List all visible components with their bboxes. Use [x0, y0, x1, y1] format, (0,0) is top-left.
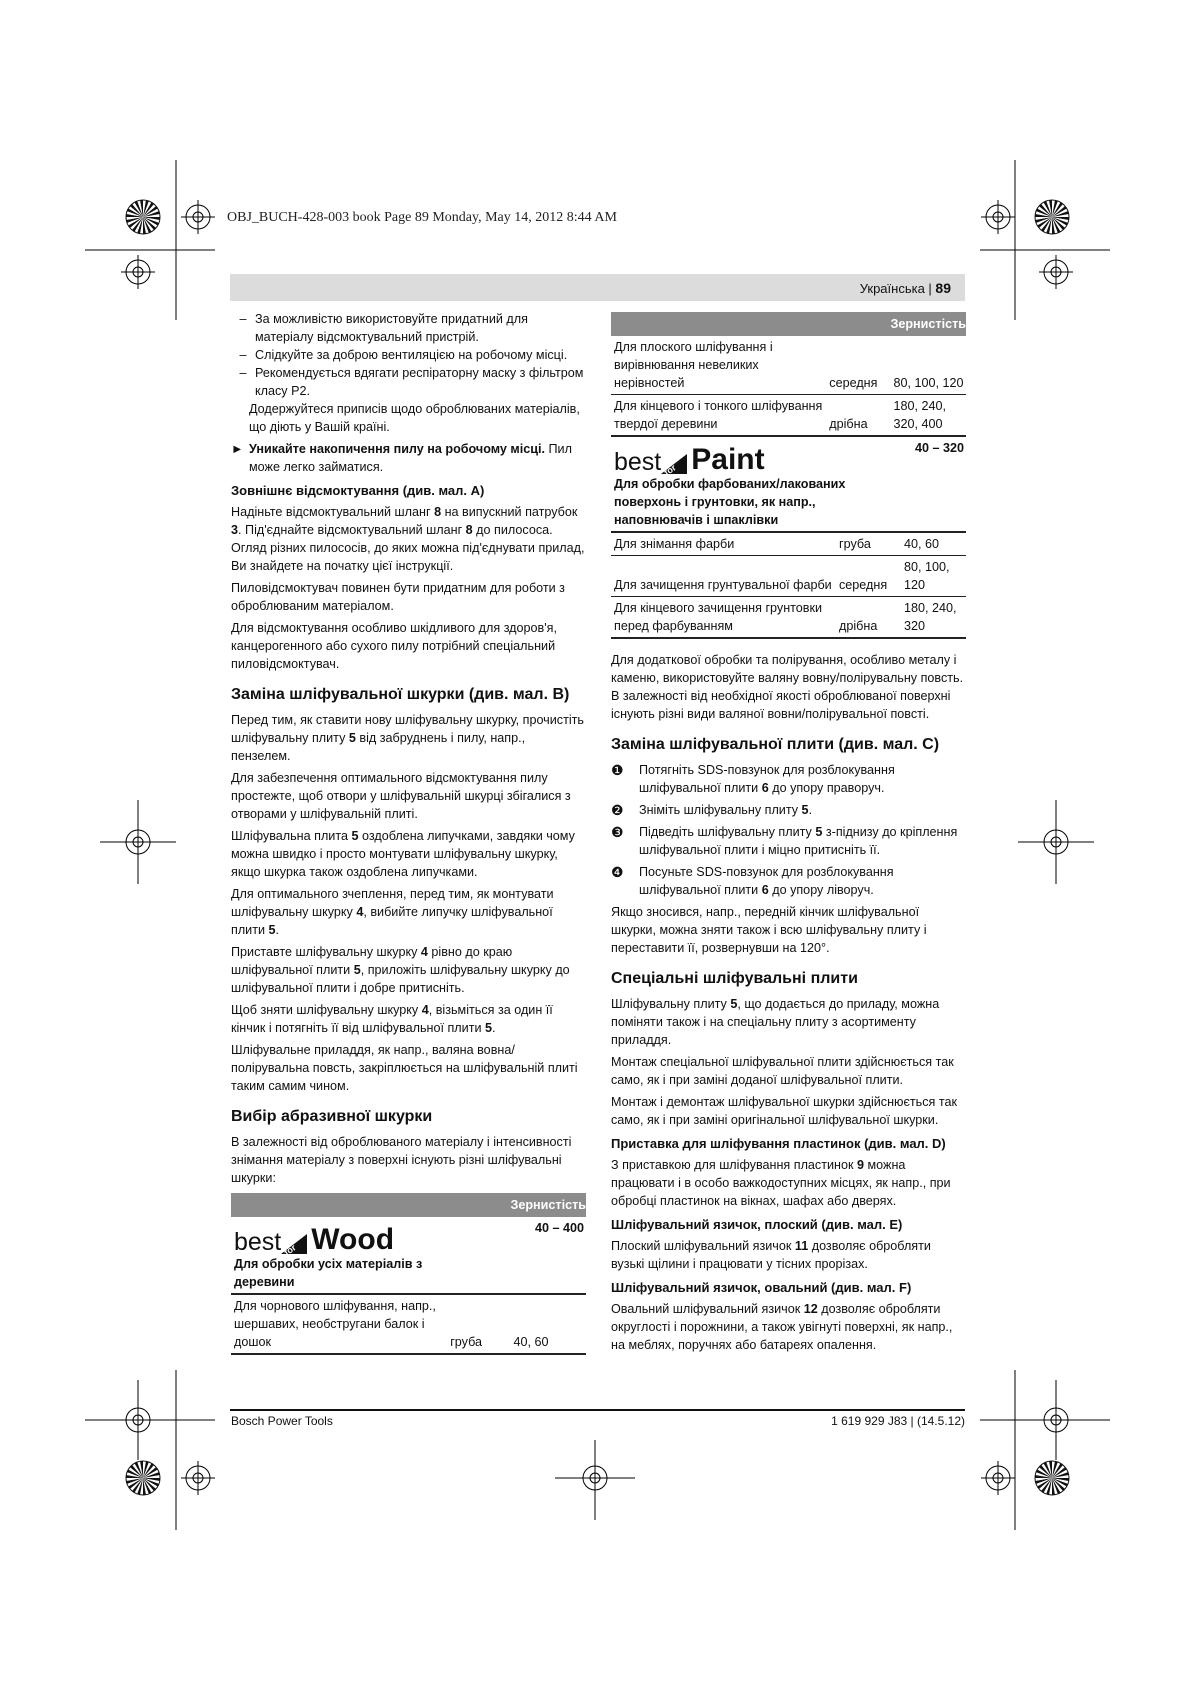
registration-mark-left-upper — [121, 255, 155, 289]
grit-range: 40 – 400 — [510, 1217, 586, 1294]
paragraph: Для оптимального зчеплення, перед тим, як монтувати шліфувальну шкурку 4, вибийте липучку шліфувальної плити 5. — [231, 887, 554, 937]
list-item: ❶ Потягніть SDS-повзунок для розблокування шліфувальної плити 6 до упору праворуч. — [611, 762, 895, 795]
right-column — [611, 312, 966, 1358]
registration-mark-left-lower — [121, 1380, 155, 1460]
paragraph: Для відсмоктування особливо шкідливого для здоров'я, канцерогенного або сухого пилу потрібний спеціальний пиловідсмоктувач. — [231, 621, 557, 671]
list-text: За можливістю використовуйте придатний для — [255, 312, 528, 326]
paragraph: Монтаж спеціальної шліфувальної плити здійснюється так само, як і при заміні доданої шліфувальної плити. — [611, 1055, 954, 1087]
paragraph: Овальний шліфувальний язичок 12 дозволяє обробляти округлості і порожнини, а також увігнуті поверхні, як напр., на меблях, поручнях або батареях опалення. — [611, 1302, 953, 1352]
list-item: ❷ Зніміть шліфувальну плиту 5. — [611, 802, 813, 818]
brand-description: Для обробки фарбованих/лакованих поверхонь і грунтовки, як напр., наповнювачів і шпаклівки — [614, 477, 846, 527]
best-for-wood-logo: best for Wood — [234, 1223, 395, 1258]
table-row: Для кінцевого і тонкого шліфування твердої деревини дрібна 180, 240, 320, 400 — [611, 395, 966, 437]
warning-text: Пил може легко займатися. — [249, 442, 572, 474]
section-heading: Заміна шліфувальної шкурки (див. мал. В) — [231, 686, 570, 703]
list-text: Слідкуйте за доброю вентиляцією на робочому місці. — [255, 348, 568, 362]
paragraph: Шліфувальна плита 5 оздоблена липучками, завдяки чому можна швидко і просто монтувати шліфувальну шкурку, якщо шкурка також оздоблена липучками. — [231, 829, 575, 879]
table-row: Для чорнового шліфування, напр., шершавих, необстругани балок і дошок груба 40, 60 — [231, 1294, 586, 1354]
grit-table-wood — [231, 1193, 586, 1355]
list-item: ❸ Підведіть шліфувальну плиту 5 з-піднизу до кріплення шліфувальної плити і міцно притисніть її. — [611, 824, 958, 857]
paragraph: Приставте шліфувальну шкурку 4 рівно до краю шліфувальної плити 5, приложіть шліфувальну шкурку до шліфувальної плити і добре притисніть. — [231, 945, 570, 995]
table-row: Для плоского шліфування і вирівнювання невеликих нерівностей середня 80, 100, 120 — [611, 336, 966, 395]
footer-code: 1 619 929 J83 | (14.5.12) — [831, 1414, 965, 1428]
list-item: ❹ Посуньте SDS-повзунок для розблокування шліфувальної плити 6 до упору ліворуч. — [611, 864, 894, 897]
grit-range: 40 – 320 — [901, 437, 966, 532]
warning: ► Уникайте накопичення пилу на робочому місці. Пил може легко займатися. — [231, 442, 572, 474]
paragraph: Додержуйтеся приписів щодо оброблюваних матеріалів, що діють у Вашій країні. — [249, 402, 580, 434]
page-header: Українська | 89 — [859, 280, 951, 296]
registration-mark-right-lower — [1039, 1380, 1073, 1460]
paragraph: Перед тим, як ставити нову шліфувальну шкурку, прочистіть шліфувальну плиту 5 від забруднень і пилу, напр., пензелем. — [231, 713, 584, 763]
brand-description: Для обробки усіх матеріалів з деревини — [234, 1257, 423, 1289]
warning-bold: Уникайте накопичення пилу на робочому місці. — [249, 442, 545, 456]
paragraph: З приставкою для шліфування пластинок 9 можна працювати і в особо важкодоступних місцях, як напр., при обробці пластинок на вікнах, шафах або дверях. — [611, 1158, 951, 1208]
section-heading: Шліфувальний язичок, овальний (див. мал. F) — [611, 1280, 912, 1295]
starburst-top-left — [126, 200, 160, 234]
header-language: Українська — [859, 281, 925, 296]
table-row: Для знімання фарби груба 40, 60 — [611, 532, 966, 556]
table-row: Для кінцевого зачищення грунтовки перед фарбуванням дрібна 180, 240, 320 — [611, 597, 966, 639]
paragraph: Пиловідсмоктувач повинен бути придатним для роботи з оброблюваним матеріалом. — [231, 581, 565, 613]
footer-rule — [230, 1409, 965, 1411]
list-item: – Рекомендується вдягати респіраторну маску з фільтром класу Р2. — [239, 366, 584, 398]
paragraph: В залежності від оброблюваного матеріалу і інтенсивності знімання матеріалу з поверхні існують різні шліфувальні шкурки: — [231, 1135, 572, 1185]
section-heading: Приставка для шліфування пластинок (див. мал. D) — [611, 1136, 946, 1151]
best-for-paint-logo: best for Paint — [614, 443, 765, 478]
grit-table-wood-cont — [611, 312, 966, 437]
paragraph: Надіньте відсмоктувальний шланг 8 на випускний патрубок 3. Під'єднайте відсмоктувальний шланг 8 до пилососа. Огляд різних пилососів, до яких можна під'єднувати прилад, Ви знайдете на початку цієї інструкції. — [231, 505, 585, 573]
paragraph: Шліфувальну плиту 5, що додається до приладу, можна поміняти також і на спеціальну плиту з асортименту приладдя. — [611, 997, 940, 1047]
registration-mark-top-right — [981, 200, 1015, 234]
left-column — [231, 310, 586, 1363]
list-text: фільтром класу Р2. — [255, 366, 584, 398]
list-item: – За можливістю використовуйте придатний для матеріалу відсмоктувальний пристрій. — [239, 312, 528, 344]
section-heading: Заміна шліфувальної плити (див. мал. С) — [611, 736, 940, 753]
page-number: 89 — [935, 280, 951, 296]
paragraph: Монтаж і демонтаж шліфувальної шкурки здійснюється так само, як і при заміні оригінальної шліфувальної шкурки. — [611, 1095, 957, 1127]
starburst-bottom-left — [126, 1461, 160, 1495]
brand-cell — [231, 1217, 510, 1294]
section-heading: Вибір абразивної шкурки — [231, 1108, 433, 1125]
list-text: Рекомендується вдягати респіраторну маску з — [255, 366, 526, 380]
page-header-bar — [230, 274, 965, 301]
registration-mark-right-mid — [1018, 800, 1094, 884]
registration-mark-right-upper — [1039, 255, 1073, 289]
footer-brand: Bosch Power Tools — [231, 1414, 333, 1428]
registration-mark-bottom-right — [981, 1461, 1015, 1495]
table-header: Зернистість — [890, 312, 966, 336]
registration-mark-bottom-left — [181, 1461, 215, 1495]
section-heading: Спеціальні шліфувальні плити — [611, 970, 858, 987]
paragraph: Для додаткової обробки та полірування, особливо металу і каменю, використовуйте валяну вовну/полірувальну повсть. В залежності від необхідної якості оброблюваної поверхні існують різні види валяної вовни/полірувальної повсті. — [611, 653, 964, 721]
brand-cell — [611, 437, 901, 532]
table-header: Зернистість — [510, 1193, 586, 1217]
registration-mark-top-left — [181, 200, 215, 234]
paragraph: Щоб зняти шліфувальну шкурку 4, візьміться за один її кінчик і потягніть її від шліфувальної плити 5. — [231, 1003, 553, 1035]
paragraph: Для забезпечення оптимального відсмоктування пилу простежте, щоб отвори у шліфувальній шкурці збігалися з отворами у шліфувальній плиті. — [231, 771, 571, 821]
paragraph: Якщо зносився, напр., передній кінчик шліфувальної шкурки, можна зняти також і всю шліфувальну плиту і переставити її, розвернувши на 120°. — [611, 905, 927, 955]
list-item: – Слідкуйте за доброю вентиляцією на робочому місці. — [231, 346, 586, 364]
paragraph: Плоский шліфувальний язичок 11 дозволяє обробляти вузькі щілини і працювати у тісних прорізах. — [611, 1239, 931, 1271]
registration-mark-bottom-center — [555, 1440, 635, 1520]
grit-table-paint — [611, 437, 966, 639]
starburst-top-right — [1035, 200, 1069, 234]
list-text: матеріалу відсмоктувальний пристрій. — [255, 330, 479, 344]
section-heading: Зовнішнє відсмоктування (див. мал. А) — [231, 483, 485, 498]
registration-mark-left-mid — [100, 800, 176, 884]
print-slug: OBJ_BUCH-428-003 book Page 89 Monday, May 14, 2012 8:44 AM — [227, 210, 617, 225]
paragraph: Шліфувальне приладдя, як напр., валяна вовна/полірувальна повсть, закріплюється на шліфувальній плиті таким самим чином. — [231, 1043, 578, 1093]
table-row: Для зачищення грунтувальної фарби середня 80, 100, 120 — [611, 556, 966, 597]
section-heading: Шліфувальний язичок, плоский (див. мал. Е) — [611, 1217, 903, 1232]
starburst-bottom-right — [1035, 1461, 1069, 1495]
